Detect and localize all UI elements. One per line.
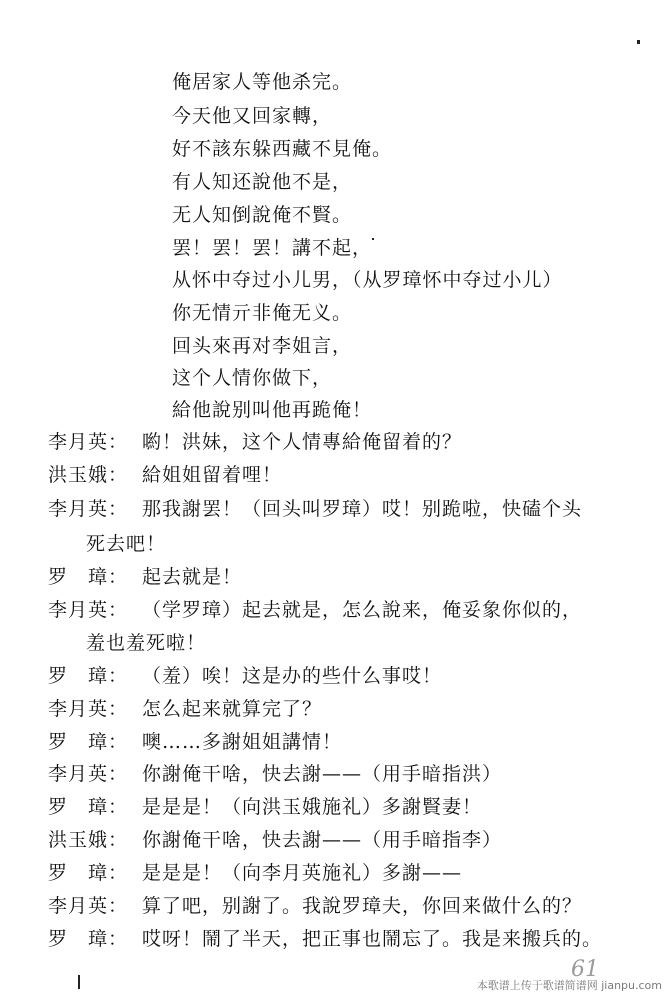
speaker-name: 罗 璋： [48, 862, 129, 884]
speaker-name: 罗 璋： [48, 796, 129, 818]
speaker-name: 李月英： [48, 698, 129, 720]
dialogue-line [48, 894, 582, 918]
speech-text: 算了吧，别謝了。我說罗璋夫，你回来做什么的？ [142, 895, 583, 917]
speaker-name: 李月英： [48, 431, 129, 453]
speech-text: （羞）唉！这是办的些什么事哎！ [142, 665, 443, 687]
speech-text: 怎么起来就算完了？ [142, 698, 323, 720]
speech-continuation: 死去吧！ [86, 533, 167, 555]
speech-text: 給姐姐留着哩！ [142, 464, 283, 486]
speaker-name: 李月英： [48, 763, 129, 785]
speech-text: 是是是！（向洪玉娥施礼）多謝賢妻！ [142, 796, 483, 818]
ink-speck [78, 975, 80, 989]
speech-text: 喲！洪妹，这个人情專給俺留着的？ [142, 431, 463, 453]
dialogue-line [48, 762, 502, 786]
verse-line: 无人知倒說俺不賢。 [172, 204, 353, 226]
speech-text: 哎呀！鬧了半天，把正事也鬧忘了。我是来搬兵的。 [142, 928, 603, 950]
verse-line: 給他說别叫他再跪俺！ [172, 399, 373, 421]
verse-line: 好不該东躲西藏不見俺。 [172, 138, 393, 160]
speech-text: 噢……多謝姐姐講情！ [142, 731, 343, 753]
speaker-name: 罗 璋： [48, 566, 129, 588]
verse-line: 你无情亓非俺无义。 [172, 302, 353, 324]
page-number: 61 [571, 957, 599, 982]
speaker-name: 罗 璋： [48, 731, 129, 753]
verse-line: 俺居家人等他杀完。 [172, 71, 353, 93]
speech-text: 起去就是！ [142, 566, 243, 588]
speaker-name: 洪玉娥： [48, 829, 129, 851]
speech-text: 你謝俺干啥，快去謝——（用手暗指洪） [142, 763, 503, 785]
dialogue-line [48, 861, 462, 885]
dialogue-line [48, 430, 462, 454]
speaker-name: 李月英： [48, 498, 129, 520]
verse-line: 这个人情你做下， [172, 367, 333, 389]
dialogue-line [48, 697, 322, 721]
speech-text: 是是是！（向李月英施礼）多謝—— [142, 862, 463, 884]
speech-text: 你謝俺干啥，快去謝——（用手暗指李） [142, 829, 503, 851]
ink-speck [637, 40, 640, 44]
verse-line: 罢！罢！罢！講不起， [172, 237, 373, 259]
verse-line: 有人知还說他不是， [172, 171, 353, 193]
dialogue-line [48, 828, 502, 852]
speaker-name: 罗 璋： [48, 665, 129, 687]
speaker-name: 罗 璋： [48, 928, 129, 950]
dialogue-line [48, 730, 342, 754]
speech-text: 那我謝罢！（回头叫罗璋）哎！别跪啦，快磕个头 [142, 498, 583, 520]
watermark-footer: 本歌谱上传于歌谱简谱网 jianpu.com [476, 979, 662, 992]
speaker-name: 李月英： [48, 895, 129, 917]
verse-line: 从怀中夺过小儿男，（从罗璋怀中夺过小儿） [172, 269, 563, 291]
dialogue-line [48, 565, 242, 589]
verse-line: 回头來再对李姐言， [172, 335, 353, 357]
dialogue-line [48, 664, 442, 688]
ink-speck [372, 238, 374, 240]
dialogue-line [48, 927, 602, 951]
speech-continuation: 羞也羞死啦！ [86, 632, 207, 654]
dialogue-line [48, 795, 482, 819]
dialogue-line [48, 463, 282, 487]
dialogue-line [48, 497, 582, 521]
verse-line: 今天他又回家轉， [172, 105, 333, 127]
speech-text: （学罗璋）起去就是，怎么說来，俺妥象你似的， [142, 599, 583, 621]
dialogue-line [48, 598, 582, 622]
speaker-name: 洪玉娥： [48, 464, 129, 486]
speaker-name: 李月英： [48, 599, 129, 621]
